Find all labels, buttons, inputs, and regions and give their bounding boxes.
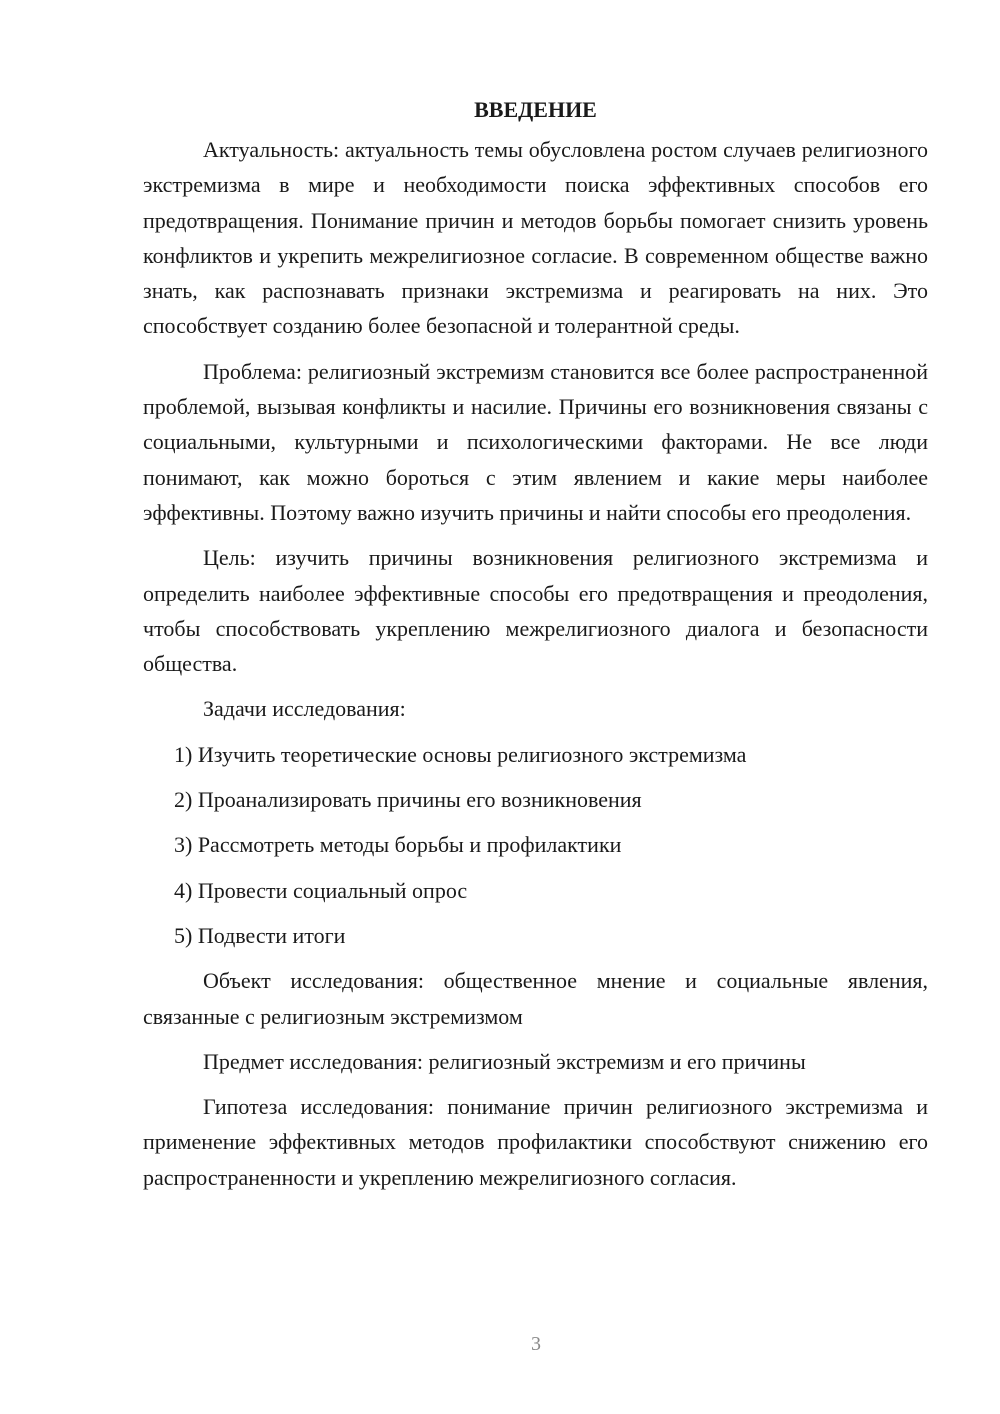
hypothesis-paragraph: Гипотеза исследования: понимание причин религиозного экстремизма и применение эффективных методов профилактики способствуют снижению его распространенности и укреплению межрелигиозного согласия. — [143, 1094, 928, 1190]
tasks-list — [143, 737, 928, 953]
tasks-label: Задачи исследования: — [203, 696, 406, 722]
task-item: 3) Рассмотреть методы борьбы и профилактики — [174, 832, 622, 858]
task-item: 2) Проанализировать причины его возникновения — [174, 787, 642, 813]
section-heading: ВВЕДЕНИЕ — [474, 97, 597, 122]
document-page — [143, 92, 928, 1205]
page-number: 3 — [531, 1333, 541, 1355]
relevance-paragraph: Актуальность: актуальность темы обусловлена ростом случаев религиозного экстремизма в мире и необходимости поиска эффективных способов его предотвращения. Понимание причин и методов борьбы помогает снизить уровень конфликтов и укрепить межрелигиозное согласие. В современном обществе важно знать, как распознавать признаки экстремизма и реагировать на них. Это способствует созданию более безопасной и толерантной среды. — [143, 137, 928, 339]
task-item: 4) Провести социальный опрос — [174, 877, 468, 903]
task-item: 1) Изучить теоретические основы религиозного экстремизма — [174, 741, 747, 767]
task-item: 5) Подвести итоги — [174, 922, 346, 948]
problem-paragraph: Проблема: религиозный экстремизм становится все более распространенной проблемой, вызывая конфликты и насилие. Причины его возникновения связаны с социальными, культурными и психологическими факторами. Не все люди понимают, как можно бороться с этим явлением и какие меры наиболее эффективны. Поэтому важно изучить причины и найти способы его преодоления. — [143, 358, 928, 525]
object-paragraph: Объект исследования: общественное мнение и социальные явления, связанные с религиозным экстремизмом — [143, 968, 928, 1029]
subject-paragraph: Предмет исследования: религиозный экстремизм и его причины — [203, 1048, 806, 1074]
goal-paragraph: Цель: изучить причины возникновения религиозного экстремизма и определить наиболее эффективные способы его предотвращения и преодоления, чтобы способствовать укреплению межрелигиозного диалога и безопасности общества. — [143, 545, 928, 677]
